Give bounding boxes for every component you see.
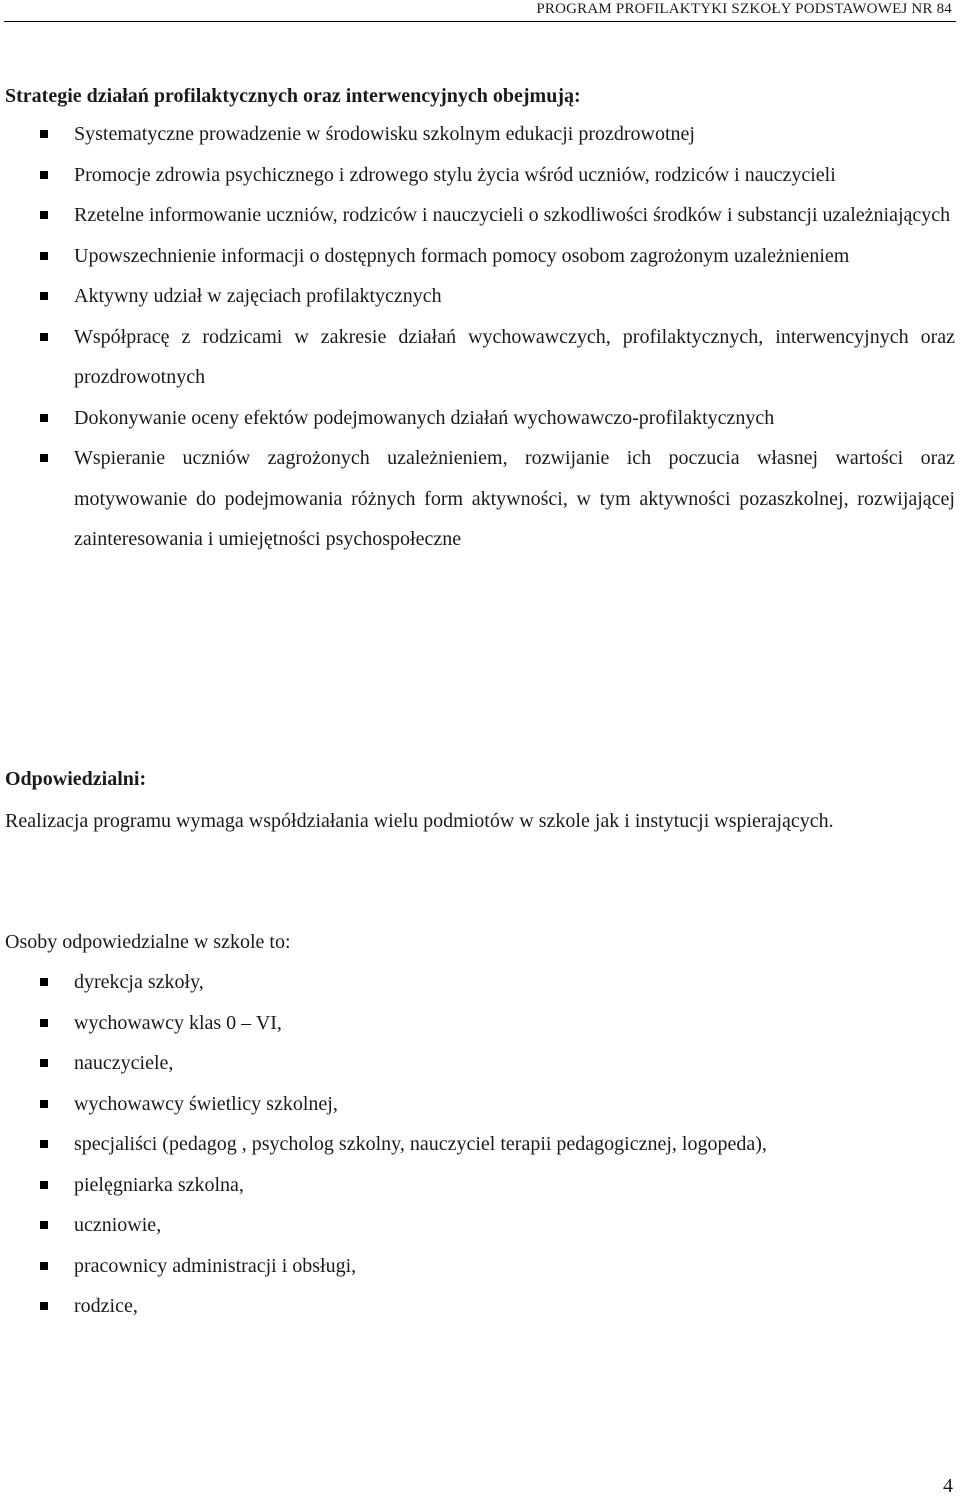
persons-intro: Osoby odpowiedzialne w szkole to: (5, 931, 291, 953)
list-item (0, 1084, 955, 1125)
list-item-text: wychowawcy świetlicy szkolnej, (74, 1092, 338, 1115)
list-item (0, 1043, 955, 1084)
list-item (0, 1003, 955, 1044)
strategies-heading: Strategie działań profilaktycznych oraz interwencyjnych obejmują: (5, 85, 581, 107)
list-item-text: nauczyciele, (74, 1052, 174, 1074)
square-bullet-icon (40, 1019, 48, 1027)
list-item-text: Współpracę z rodzicami w zakresie działań wychowawczych, profilaktycznych, interwencyjnych oraz prozdrowotnych (74, 325, 955, 388)
list-item (0, 114, 955, 155)
list-item (0, 236, 955, 277)
list-item-text: Aktywny udział w zajęciach profilaktycznych (74, 285, 442, 307)
list-item (0, 317, 955, 398)
list-item (0, 1246, 955, 1287)
list-item-text: Upowszechnienie informacji o dostępnych formach pomocy osobom zagrożonym uzależnieniem (74, 244, 850, 267)
square-bullet-icon (40, 1221, 48, 1229)
list-item-text: Rzetelne informowanie uczniów, rodziców i nauczycieli o szkodliwości środków i substancji uzależniających (74, 204, 951, 226)
list-item-text: pracownicy administracji i obsługi, (74, 1254, 357, 1277)
list-item (0, 276, 955, 317)
square-bullet-icon (40, 454, 48, 462)
square-bullet-icon (40, 1100, 48, 1108)
list-item (0, 1124, 955, 1165)
square-bullet-icon (40, 292, 48, 300)
list-item (0, 1205, 955, 1246)
list-item-text: specjaliści (pedagog , psycholog szkolny, nauczyciel terapii pedagogicznej, logopeda), (74, 1133, 767, 1155)
list-item (0, 155, 955, 196)
header-rule (4, 21, 956, 22)
realization-paragraph: Realizacja programu wymaga współdziałania wielu podmiotów w szkole jak i instytucji wspierających. (5, 810, 834, 832)
square-bullet-icon (40, 333, 48, 341)
square-bullet-icon (40, 414, 48, 422)
strategies-list (0, 114, 955, 560)
square-bullet-icon (40, 1059, 48, 1067)
list-item (0, 1165, 955, 1206)
list-item (0, 195, 955, 236)
square-bullet-icon (40, 1262, 48, 1270)
list-item (0, 1286, 955, 1327)
list-item-text: Wspieranie uczniów zagrożonych uzależnieniem, rozwijanie ich poczucia własnej wartości oraz motywowanie do podejmowania różnych form aktywności, w tym aktywności pozaszkolnej, rozwijającej zainteresowania i umiejętności psychospołeczne (74, 447, 955, 550)
square-bullet-icon (40, 1302, 48, 1310)
square-bullet-icon (40, 171, 48, 179)
list-item-text: pielęgniarka szkolna, (74, 1173, 244, 1196)
running-header: PROGRAM PROFILAKTYKI SZKOŁY PODSTAWOWEJ NR 84 (536, 1, 952, 17)
list-item-text: wychowawcy klas 0 – VI, (74, 1011, 282, 1034)
page-number: 4 (943, 1475, 953, 1497)
square-bullet-icon (40, 978, 48, 986)
list-item-text: dyrekcja szkoły, (74, 971, 204, 993)
square-bullet-icon (40, 252, 48, 260)
list-item (0, 438, 955, 560)
list-item-text: Systematyczne prowadzenie w środowisku szkolnym edukacji prozdrowotnej (74, 123, 695, 145)
list-item-text: Dokonywanie oceny efektów podejmowanych działań wychowawczo-profilaktycznych (74, 406, 775, 429)
responsible-heading: Odpowiedzialni: (5, 768, 147, 790)
square-bullet-icon (40, 1181, 48, 1189)
list-item (0, 962, 955, 1003)
list-item-text: rodzice, (74, 1295, 138, 1317)
square-bullet-icon (40, 211, 48, 219)
list-item (0, 398, 955, 439)
list-item-text: uczniowie, (74, 1214, 162, 1236)
square-bullet-icon (40, 130, 48, 138)
persons-list (0, 962, 955, 1327)
square-bullet-icon (40, 1140, 48, 1148)
list-item-text: Promocje zdrowia psychicznego i zdrowego stylu życia wśród uczniów, rodziców i nauczycieli (74, 163, 836, 186)
